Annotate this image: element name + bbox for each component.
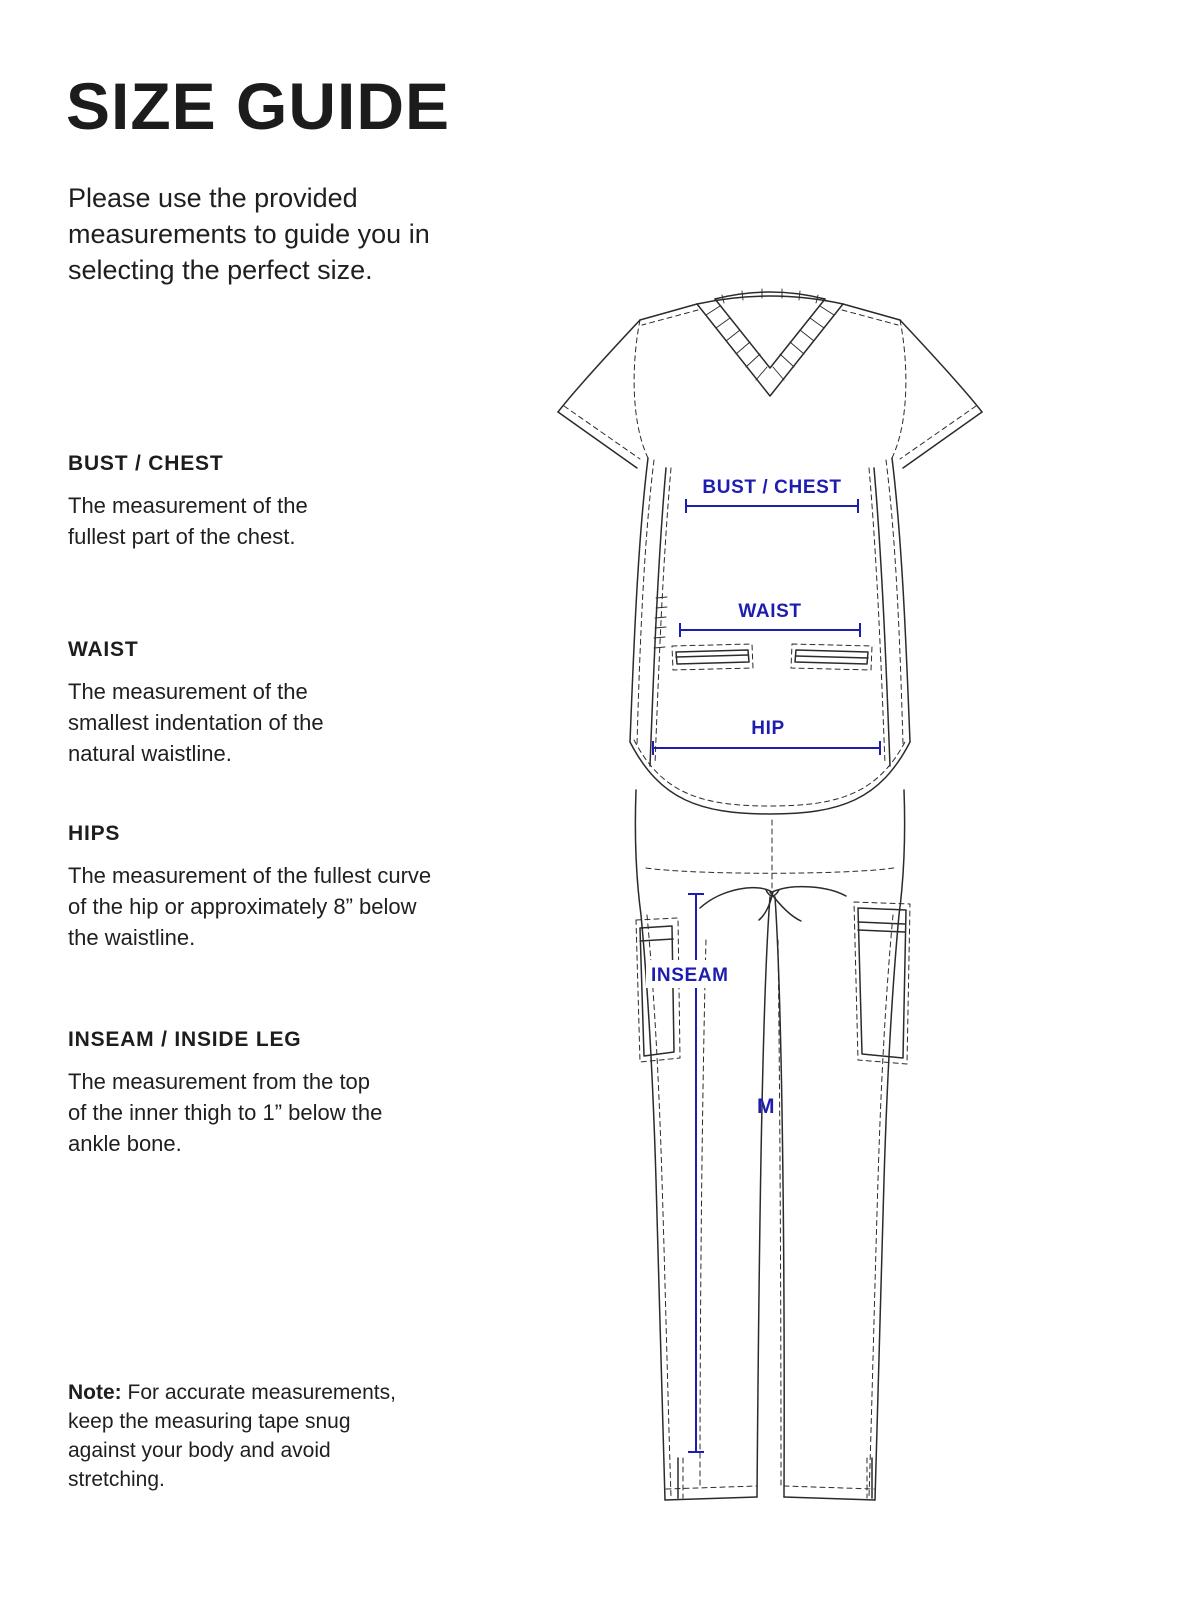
waist-measure-label: WAIST bbox=[738, 601, 802, 622]
section-heading: INSEAM / INSIDE LEG bbox=[68, 1028, 302, 1051]
note-body: For accurate measurements, keep the measuring tape snug against your body and avoid stretching. bbox=[68, 1381, 396, 1491]
note-label: Note: bbox=[68, 1381, 122, 1404]
intro-text: Please use the provided measurements to guide you in selecting the perfect size. bbox=[68, 183, 430, 285]
section-heading: BUST / CHEST bbox=[68, 452, 224, 475]
section-body: The measurement of the fullest curve of the hip or approximately 8” below the waistline. bbox=[68, 863, 432, 950]
measurement-annotations bbox=[646, 477, 880, 1452]
section-inseam bbox=[68, 1028, 390, 1159]
inseam-measure-label: INSEAM bbox=[651, 965, 729, 986]
section-heading: HIPS bbox=[68, 822, 121, 845]
section-body: The measurement of the fullest part of the chest. bbox=[68, 493, 308, 549]
section-body: The measurement from the top of the inner thigh to 1” below the ankle bone. bbox=[68, 1069, 383, 1156]
section-bust-chest bbox=[68, 452, 358, 552]
bust-measure-label: BUST / CHEST bbox=[702, 477, 842, 498]
section-body: The measurement of the smallest indentation of the natural waistline. bbox=[68, 679, 324, 766]
scrub-pants-drawing bbox=[635, 790, 910, 1500]
page-title: SIZE GUIDE bbox=[66, 69, 451, 143]
size-letter-label: M bbox=[757, 1095, 775, 1118]
section-waist bbox=[68, 638, 380, 769]
scrubs-technical-drawing bbox=[535, 275, 1005, 1535]
note-text bbox=[68, 1378, 408, 1494]
section-hips bbox=[68, 822, 438, 953]
hip-measure-label: HIP bbox=[751, 718, 785, 739]
section-heading: WAIST bbox=[68, 638, 139, 661]
